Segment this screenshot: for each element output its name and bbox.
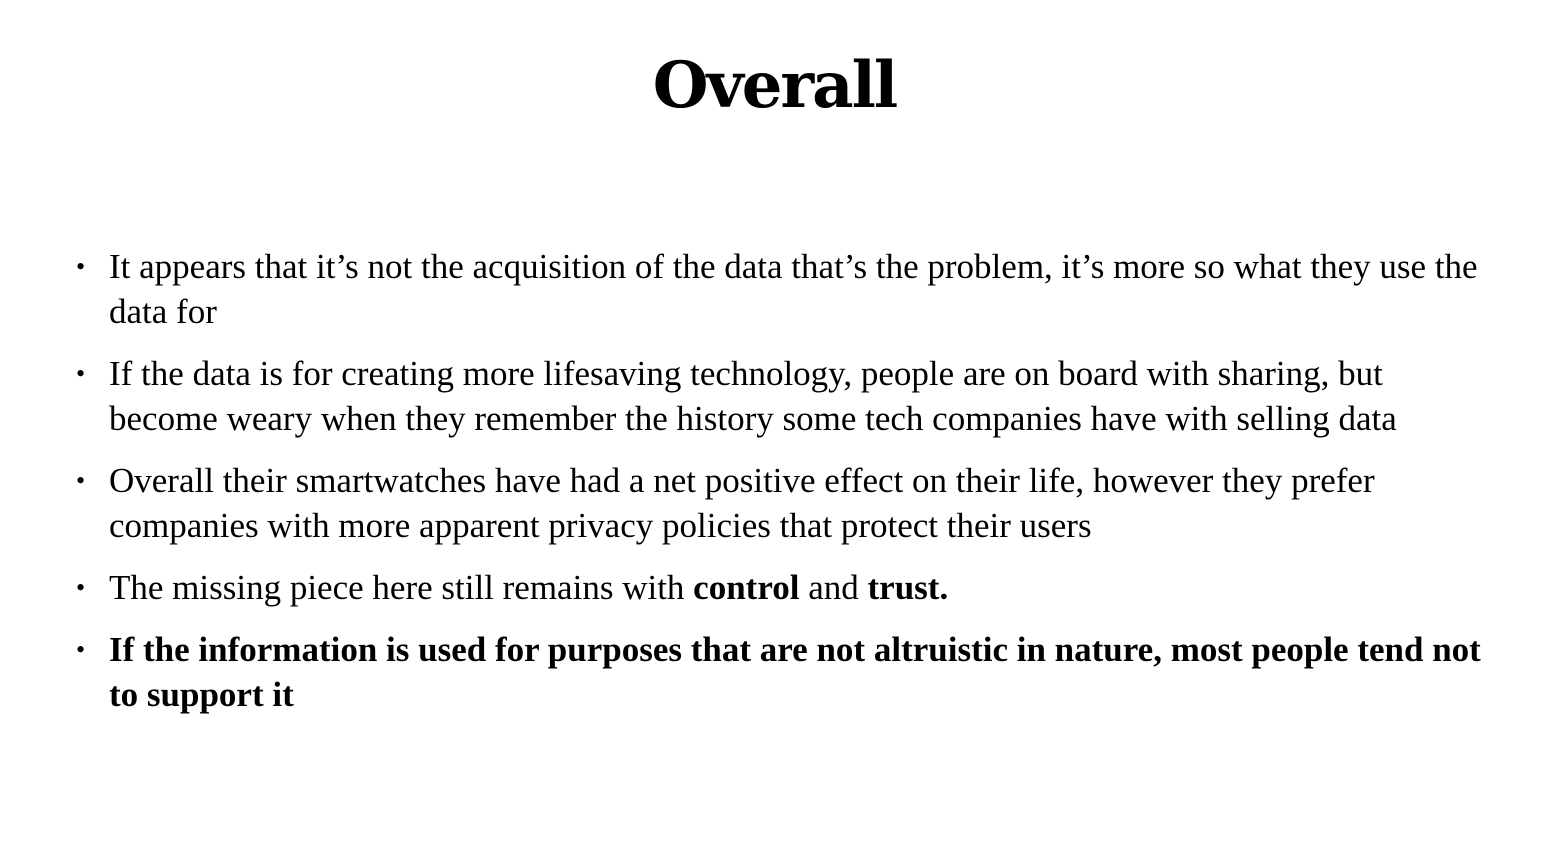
- bullet-item-1: [76, 244, 1486, 334]
- bullet-text-4-lead: The missing piece here still remains with: [109, 568, 694, 607]
- slide-title: Overall: [652, 48, 897, 123]
- bullet-item-5: [76, 627, 1486, 717]
- bullet-item-3: [76, 458, 1486, 548]
- emphasis-control: control: [693, 568, 800, 607]
- bullet-icon: •: [76, 466, 86, 495]
- bullet-text-1: It appears that it’s not the acquisition of the data that’s the problem, it’s more so what they use the data for: [109, 247, 1478, 331]
- bullet-icon: •: [76, 573, 86, 602]
- bullet-icon: •: [76, 252, 86, 281]
- bullet-text-2: If the data is for creating more lifesaving technology, people are on board with sharing, but become weary when they remember the history some tech companies have with selling data: [109, 354, 1397, 438]
- bullet-item-2: [76, 351, 1486, 441]
- bullet-text-4-joiner: and: [799, 568, 868, 607]
- bullet-text-5: If the information is used for purposes that are not altruistic in nature, most people tend not to support it: [109, 630, 1481, 714]
- bullet-text-4: [109, 568, 948, 607]
- bullet-item-4: [76, 565, 1486, 610]
- bullet-list: [76, 244, 1486, 734]
- bullet-icon: •: [76, 359, 86, 388]
- emphasis-trust: trust.: [867, 568, 949, 607]
- bullet-icon: •: [76, 635, 86, 664]
- bullet-text-3: Overall their smartwatches have had a net positive effect on their life, however they prefer companies with more apparent privacy policies that protect their users: [109, 461, 1375, 545]
